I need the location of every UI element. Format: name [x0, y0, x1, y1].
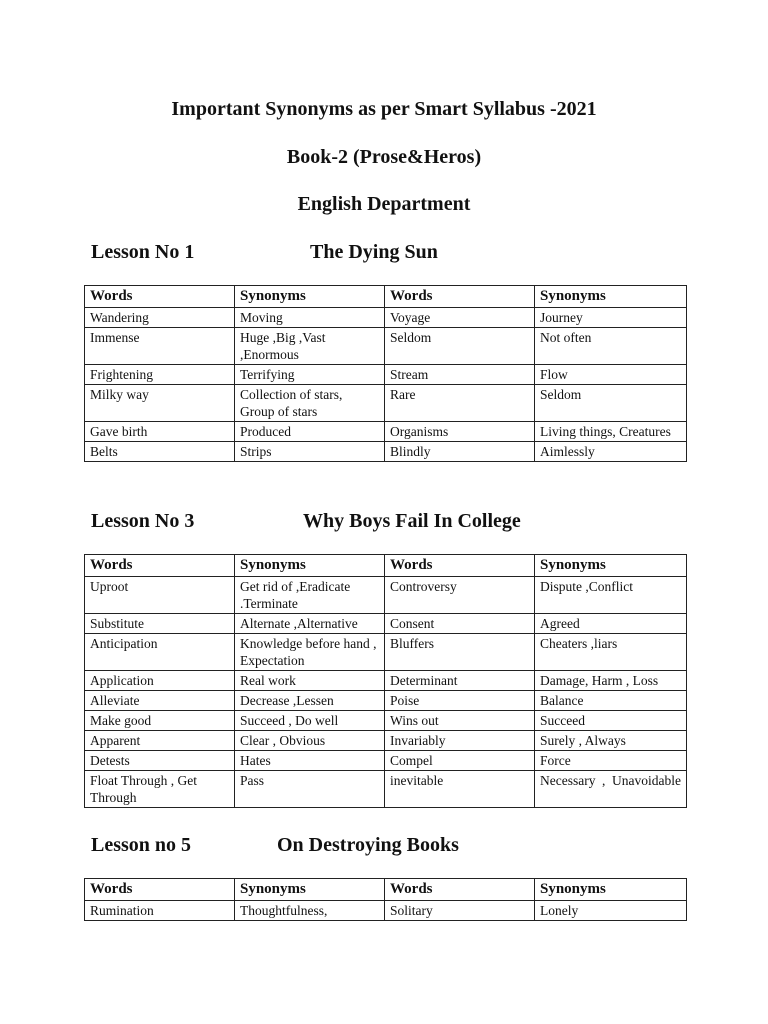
table-cell: Anticipation: [85, 634, 235, 671]
lesson-1-heading: [91, 240, 438, 264]
table-cell: Seldom: [535, 385, 687, 422]
table-cell: Apparent: [85, 731, 235, 751]
table-cell: Alternate ,Alternative: [235, 614, 385, 634]
table-cell: Rare: [385, 385, 535, 422]
column-header: Words: [385, 286, 535, 308]
table-cell: Milky way: [85, 385, 235, 422]
department-title: English Department: [297, 193, 471, 215]
column-header: Synonyms: [235, 286, 385, 308]
table-cell: Immense: [85, 328, 235, 365]
table-cell: Application: [85, 671, 235, 691]
table-cell: Decrease ,Lessen: [235, 691, 385, 711]
table-cell: Bluffers: [385, 634, 535, 671]
table-header-row: [85, 286, 687, 308]
table-cell: Balance: [535, 691, 687, 711]
column-header: Words: [85, 286, 235, 308]
table-cell: Real work: [235, 671, 385, 691]
table-cell: Journey: [535, 308, 687, 328]
column-header: Words: [385, 555, 535, 577]
table-cell: Get rid of ,Eradicate .Terminate: [235, 577, 385, 614]
table-cell: Strips: [235, 442, 385, 462]
table-row: [85, 577, 687, 614]
table-row: [85, 731, 687, 751]
table-row: [85, 634, 687, 671]
table-cell: Clear , Obvious: [235, 731, 385, 751]
table-row: [85, 901, 687, 921]
table-cell: Rumination: [85, 901, 235, 921]
table-cell: Organisms: [385, 422, 535, 442]
table-cell: Wins out: [385, 711, 535, 731]
table-cell: Poise: [385, 691, 535, 711]
table-cell: Alleviate: [85, 691, 235, 711]
table-cell: Collection of stars, Group of stars: [235, 385, 385, 422]
table-cell: Damage, Harm , Loss: [535, 671, 687, 691]
column-header: Synonyms: [235, 555, 385, 577]
table-cell: Terrifying: [235, 365, 385, 385]
table-cell: Gave birth: [85, 422, 235, 442]
column-header: Words: [385, 879, 535, 901]
table-cell: Living things, Creatures: [535, 422, 687, 442]
table-row: [85, 771, 687, 808]
table-cell: Huge ,Big ,Vast ,Enormous: [235, 328, 385, 365]
table-cell: Dispute ,Conflict: [535, 577, 687, 614]
table-cell: Stream: [385, 365, 535, 385]
table-cell: Pass: [235, 771, 385, 808]
table-cell: Wandering: [85, 308, 235, 328]
table-cell: Succeed: [535, 711, 687, 731]
synonyms-table-lesson-3: [84, 554, 687, 808]
lesson-title: The Dying Sun: [310, 241, 438, 263]
lesson-number: Lesson No 3: [91, 510, 195, 532]
table-cell: Blindly: [385, 442, 535, 462]
table-cell: Uproot: [85, 577, 235, 614]
table-row: [85, 711, 687, 731]
document-title: Important Synonyms as per Smart Syllabus -2021: [171, 98, 597, 120]
lesson-title: Why Boys Fail In College: [303, 510, 521, 532]
table-row: [85, 385, 687, 422]
table-row: [85, 442, 687, 462]
table-cell: Invariably: [385, 731, 535, 751]
column-header: Synonyms: [535, 879, 687, 901]
table-cell: Moving: [235, 308, 385, 328]
table-row: [85, 308, 687, 328]
table-cell: Consent: [385, 614, 535, 634]
table-cell: Voyage: [385, 308, 535, 328]
table-cell: Necessary , Unavoidable: [535, 771, 687, 808]
table-row: [85, 328, 687, 365]
table-row: [85, 614, 687, 634]
table-cell: Seldom: [385, 328, 535, 365]
synonyms-table-lesson-5: [84, 878, 687, 921]
column-header: Words: [85, 555, 235, 577]
table-cell: Determinant: [385, 671, 535, 691]
table-cell: Thoughtfulness,: [235, 901, 385, 921]
table-cell: inevitable: [385, 771, 535, 808]
table-header-row: [85, 555, 687, 577]
lesson-3-heading: [91, 509, 521, 533]
column-header: Synonyms: [235, 879, 385, 901]
table-cell: Make good: [85, 711, 235, 731]
table-cell: Aimlessly: [535, 442, 687, 462]
table-header-row: [85, 879, 687, 901]
book-title: Book-2 (Prose&Heros): [286, 146, 482, 168]
table-cell: Detests: [85, 751, 235, 771]
table-cell: Frightening: [85, 365, 235, 385]
table-cell: Succeed , Do well: [235, 711, 385, 731]
table-row: [85, 422, 687, 442]
lesson-number: Lesson no 5: [91, 834, 192, 856]
table-cell: Agreed: [535, 614, 687, 634]
synonyms-table-lesson-1: [84, 285, 687, 462]
table-cell: Solitary: [385, 901, 535, 921]
lesson-number: Lesson No 1: [91, 241, 195, 263]
column-header: Words: [85, 879, 235, 901]
table-row: [85, 671, 687, 691]
table-cell: Produced: [235, 422, 385, 442]
lesson-5-heading: [91, 833, 459, 857]
table-row: [85, 365, 687, 385]
table-cell: Flow: [535, 365, 687, 385]
table-cell: Float Through , Get Through: [85, 771, 235, 808]
table-cell: Lonely: [535, 901, 687, 921]
column-header: Synonyms: [535, 286, 687, 308]
table-cell: Knowledge before hand , Expectation: [235, 634, 385, 671]
table-cell: Hates: [235, 751, 385, 771]
table-cell: Cheaters ,liars: [535, 634, 687, 671]
table-cell: Surely , Always: [535, 731, 687, 751]
table-cell: Controversy: [385, 577, 535, 614]
lesson-title: On Destroying Books: [277, 834, 459, 856]
table-cell: Belts: [85, 442, 235, 462]
table-row: [85, 691, 687, 711]
table-cell: Substitute: [85, 614, 235, 634]
table-cell: Not often: [535, 328, 687, 365]
table-cell: Force: [535, 751, 687, 771]
column-header: Synonyms: [535, 555, 687, 577]
table-row: [85, 751, 687, 771]
table-cell: Compel: [385, 751, 535, 771]
